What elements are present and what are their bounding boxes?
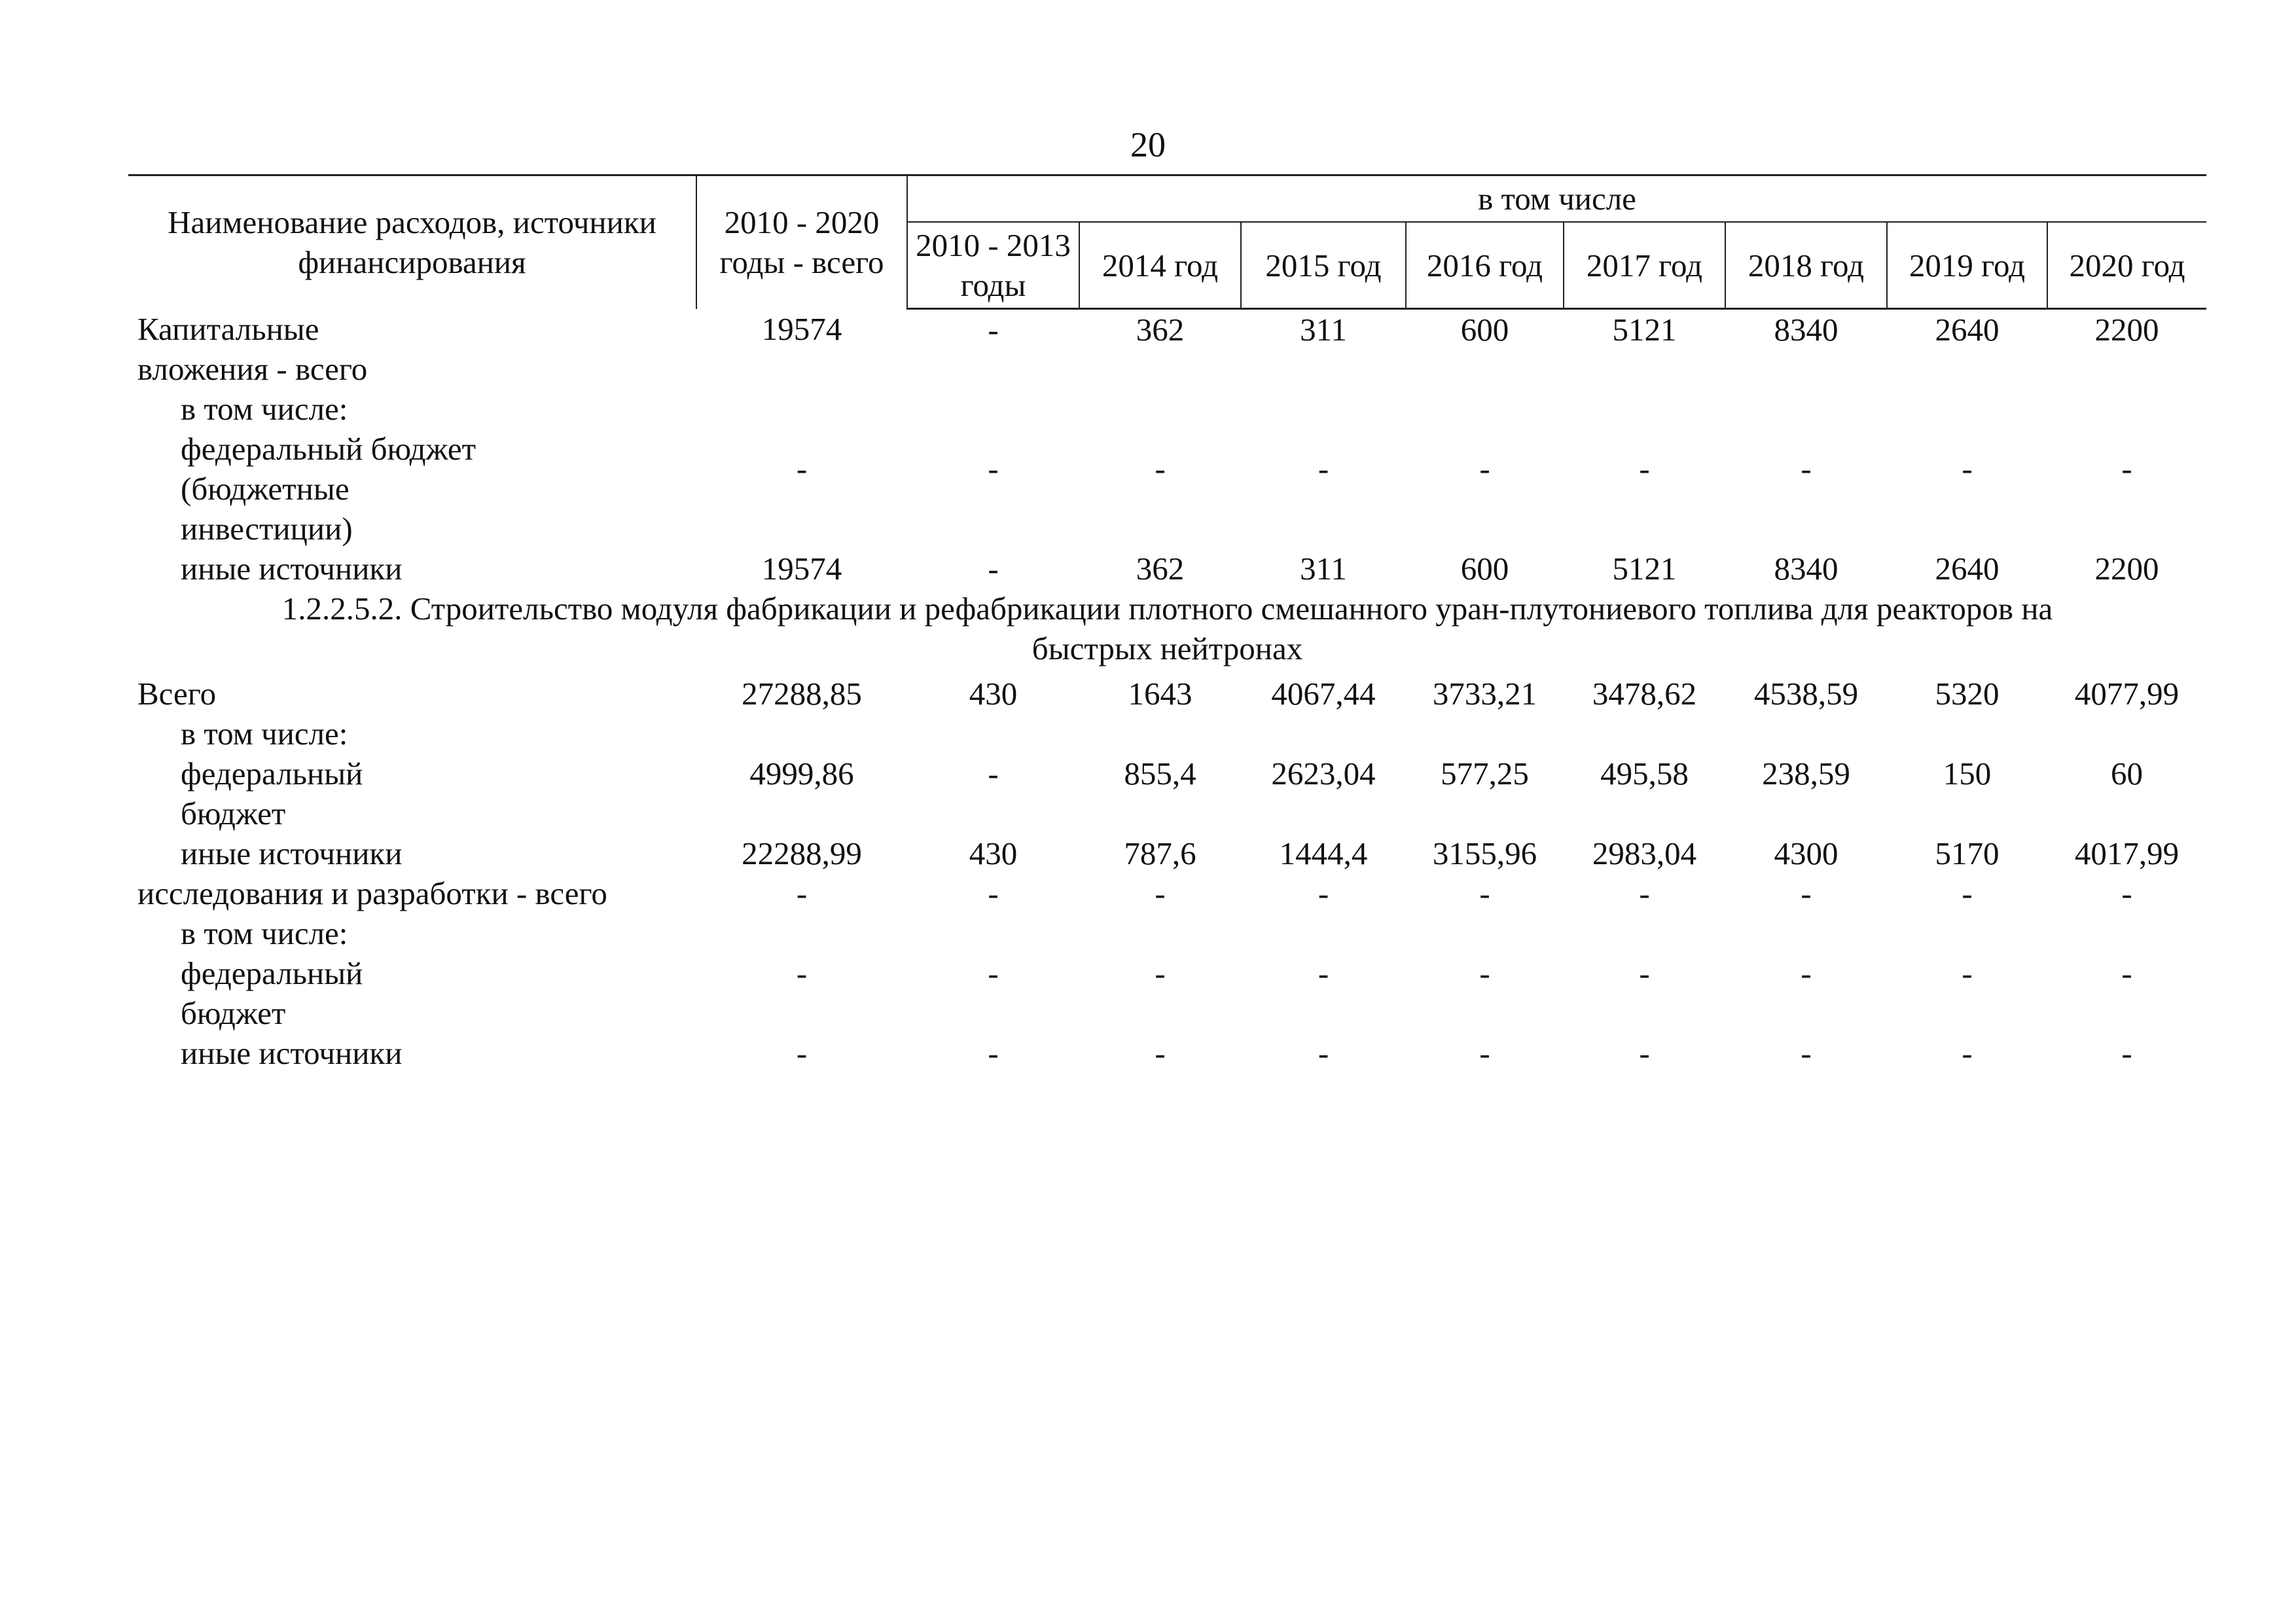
row-label: иные источники <box>181 1034 403 1071</box>
value-cell: 5170 <box>1935 835 2000 871</box>
value-cell: - <box>1801 1034 1812 1071</box>
value-cell: 22288,99 <box>742 835 862 871</box>
header-total-column: 2010 - 2020 годы - всего <box>696 175 907 309</box>
row-label: исследования и разработки - всего <box>137 875 607 911</box>
value-cell: - <box>2121 955 2132 991</box>
header-year: 2018 год <box>1725 222 1887 309</box>
table-row <box>128 873 2206 913</box>
value-cell: 8340 <box>1774 312 1839 348</box>
table-row <box>128 714 2206 833</box>
value-cell: 577,25 <box>1441 755 1529 792</box>
value-cell: 4077,99 <box>2074 675 2179 712</box>
value-cell: 2200 <box>2094 550 2159 587</box>
value-cell: - <box>796 875 808 911</box>
value-cell: - <box>1479 1034 1490 1071</box>
header-including: в том числе <box>907 175 2206 223</box>
value-cell: 855,4 <box>1124 755 1196 792</box>
value-cell: 5320 <box>1935 675 2000 712</box>
value-cell: 4300 <box>1774 835 1839 871</box>
row-label: Всего <box>137 675 217 712</box>
value-cell: 430 <box>969 835 1018 871</box>
header-year: 2017 год <box>1564 222 1725 309</box>
value-cell: 4999,86 <box>749 755 854 792</box>
value-cell: - <box>1639 450 1650 486</box>
row-label: в том числе: федеральный бюджет <box>181 915 363 1031</box>
value-cell: 4017,99 <box>2074 835 2179 871</box>
value-cell: - <box>1639 955 1650 991</box>
section-heading-row <box>128 589 2206 668</box>
value-cell: - <box>988 450 999 486</box>
row-label: Капитальные вложения - всего <box>137 310 368 387</box>
value-cell: - <box>988 955 999 991</box>
value-cell: 5121 <box>1612 550 1677 587</box>
value-cell: - <box>1479 450 1490 486</box>
header-year: 2020 год <box>2047 222 2206 309</box>
value-cell: - <box>1962 955 1973 991</box>
value-cell: - <box>1962 875 1973 911</box>
value-cell: - <box>988 755 999 792</box>
header-year: 2019 год <box>1887 222 2047 309</box>
value-cell: 4067,44 <box>1271 675 1376 712</box>
value-cell: 362 <box>1136 312 1185 348</box>
value-cell: - <box>2121 1034 2132 1071</box>
header-year: 2015 год <box>1241 222 1406 309</box>
table-row <box>128 1033 2206 1073</box>
value-cell: 238,59 <box>1762 755 1850 792</box>
value-cell: 311 <box>1300 550 1347 587</box>
value-cell: - <box>1479 875 1490 911</box>
value-cell: 2640 <box>1935 312 2000 348</box>
value-cell: 150 <box>1943 755 1992 792</box>
value-cell: 2200 <box>2094 312 2159 348</box>
value-cell: 495,58 <box>1600 755 1689 792</box>
value-cell: - <box>1155 1034 1166 1071</box>
table-row <box>128 833 2206 873</box>
value-cell: 362 <box>1136 550 1185 587</box>
value-cell: 311 <box>1300 312 1347 348</box>
value-cell: - <box>1318 955 1329 991</box>
value-cell: 2640 <box>1935 550 2000 587</box>
section-heading: 1.2.2.5.2. Строительство модуля фабрикации и рефабрикации плотного смешанного уран-плутониевого топлива для реакторов на быстрых нейтронах <box>281 590 2053 666</box>
value-cell: - <box>1155 955 1166 991</box>
value-cell: - <box>988 312 999 348</box>
header-year: 2010 - 2013 годы <box>907 222 1079 309</box>
page-number: 20 <box>1130 125 1166 164</box>
table-row <box>128 913 2206 1033</box>
value-cell: - <box>1962 1034 1973 1071</box>
value-cell: - <box>988 550 999 587</box>
value-cell: 430 <box>969 675 1018 712</box>
value-cell: 3155,96 <box>1432 835 1537 871</box>
value-cell: 5121 <box>1612 312 1677 348</box>
value-cell: 4538,59 <box>1753 675 1859 712</box>
value-cell: 600 <box>1460 312 1509 348</box>
value-cell: - <box>1318 1034 1329 1071</box>
value-cell: 19574 <box>761 310 842 347</box>
value-cell: 600 <box>1460 550 1509 587</box>
value-cell: 2623,04 <box>1271 755 1376 792</box>
table-row <box>128 668 2206 714</box>
value-cell: 60 <box>2111 755 2144 792</box>
value-cell: - <box>1479 955 1490 991</box>
row-label: иные источники <box>181 835 403 871</box>
value-cell: 2983,04 <box>1592 835 1697 871</box>
value-cell: - <box>1155 450 1166 486</box>
value-cell: 19574 <box>761 550 842 587</box>
value-cell: 8340 <box>1774 550 1839 587</box>
value-cell: 787,6 <box>1124 835 1196 871</box>
value-cell: - <box>1801 875 1812 911</box>
value-cell: - <box>2121 450 2132 486</box>
value-cell: - <box>1155 875 1166 911</box>
value-cell: - <box>988 875 999 911</box>
value-cell: 3478,62 <box>1592 675 1697 712</box>
value-cell: - <box>1318 875 1329 911</box>
value-cell: 3733,21 <box>1432 675 1537 712</box>
value-cell: - <box>1962 450 1973 486</box>
row-label: в том числе: федеральный бюджет <box>181 715 363 831</box>
financing-table <box>128 174 2206 1073</box>
table-row <box>128 309 2206 389</box>
table-row <box>128 389 2206 549</box>
value-cell: - <box>1801 450 1812 486</box>
value-cell: 1444,4 <box>1279 835 1368 871</box>
value-cell: - <box>988 1034 999 1071</box>
value-cell: - <box>796 955 808 991</box>
table-row <box>128 549 2206 589</box>
row-label: в том числе: федеральный бюджет (бюджетные инвестиции) <box>181 390 476 547</box>
value-cell: - <box>796 450 808 486</box>
value-cell: 27288,85 <box>742 675 862 712</box>
value-cell: - <box>1318 450 1329 486</box>
value-cell: - <box>1639 875 1650 911</box>
value-cell: - <box>796 1034 808 1071</box>
header-name-column: Наименование расходов, источники финансирования <box>128 175 696 309</box>
header-year: 2014 год <box>1079 222 1241 309</box>
value-cell: - <box>1639 1034 1650 1071</box>
value-cell: - <box>2121 875 2132 911</box>
row-label: иные источники <box>181 550 403 587</box>
value-cell: 1643 <box>1128 675 1193 712</box>
value-cell: - <box>1801 955 1812 991</box>
header-year: 2016 год <box>1406 222 1564 309</box>
